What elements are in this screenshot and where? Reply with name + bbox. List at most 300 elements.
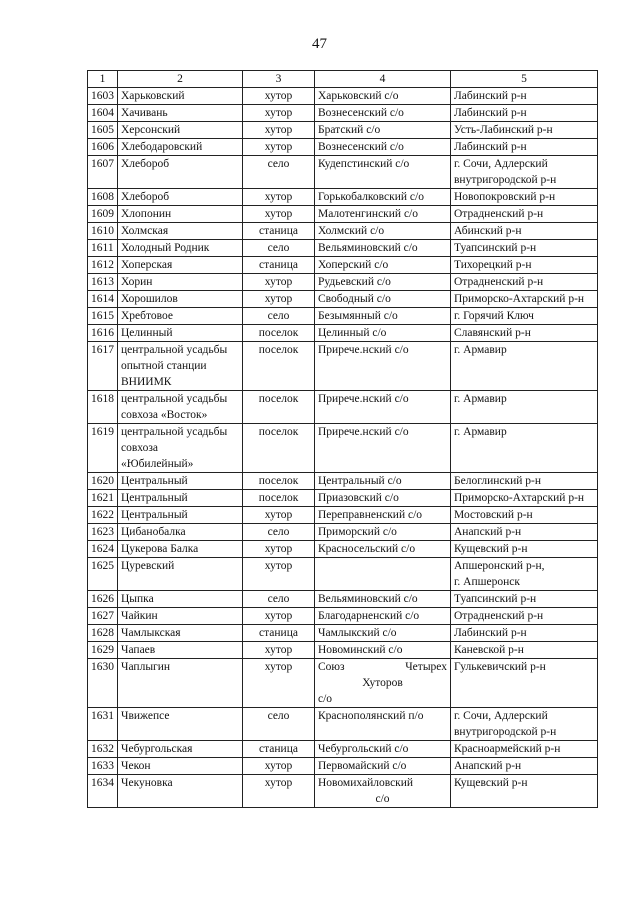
cell-settlement-type: поселок [243, 473, 315, 490]
cell-settlement-type: хутор [243, 139, 315, 156]
cell-council [315, 659, 451, 708]
table-row [88, 257, 598, 274]
cell-number: 1629 [88, 642, 118, 659]
cell-line: Братский с/о [318, 124, 381, 136]
cell-settlement-type: станица [243, 223, 315, 240]
cell-line: Туапсинский р-н [454, 593, 537, 605]
cell-settlement-name [118, 206, 243, 223]
table-row [88, 139, 598, 156]
column-header-council: 4 [315, 71, 451, 88]
cell-council [315, 775, 451, 808]
cell-settlement-name [118, 274, 243, 291]
cell-district [451, 524, 598, 541]
cell-line: г. Сочи, Адлерский [454, 710, 548, 722]
cell-settlement-type: село [243, 156, 315, 189]
cell-settlement-name [118, 625, 243, 642]
cell-settlement-name [118, 758, 243, 775]
cell-line: Кудепстинский с/о [318, 158, 410, 170]
cell-settlement-name [118, 490, 243, 507]
cell-line: г. Сочи, Адлерский [454, 158, 548, 170]
settlements-table [87, 70, 598, 808]
cell-settlement-name [118, 608, 243, 625]
cell-council [315, 257, 451, 274]
cell-line: Свободный с/о [318, 293, 391, 305]
cell-line: Чебургольский с/о [318, 743, 409, 755]
cell-line: Вельяминовский с/о [318, 242, 418, 254]
cell-line: Целинный с/о [318, 327, 387, 339]
table-row [88, 659, 598, 708]
cell-line: Чвижепсе [121, 710, 170, 722]
column-header-district: 5 [451, 71, 598, 88]
cell-settlement-type: станица [243, 257, 315, 274]
cell-settlement-type: поселок [243, 490, 315, 507]
cell-settlement-name [118, 424, 243, 473]
cell-council [315, 507, 451, 524]
table-row [88, 240, 598, 257]
cell-settlement-name [118, 122, 243, 139]
cell-line: с/о [318, 693, 333, 705]
cell-line: Чекон [121, 760, 151, 772]
cell-settlement-name [118, 342, 243, 391]
cell-number: 1613 [88, 274, 118, 291]
cell-settlement-name [118, 156, 243, 189]
cell-line: Вознесенский с/о [318, 141, 404, 153]
cell-line: совхоза «Восток» [121, 409, 208, 421]
cell-settlement-name [118, 139, 243, 156]
table-row [88, 122, 598, 139]
cell-number: 1620 [88, 473, 118, 490]
cell-settlement-type: хутор [243, 558, 315, 591]
cell-line: Чебургольская [121, 743, 193, 755]
table-row [88, 156, 598, 189]
cell-settlement-type: хутор [243, 291, 315, 308]
cell-line: Абинский р-н [454, 225, 522, 237]
cell-line: г. Горячий Ключ [454, 310, 534, 322]
table-row [88, 88, 598, 105]
cell-district [451, 659, 598, 708]
cell-settlement-name [118, 591, 243, 608]
column-header-name: 2 [118, 71, 243, 88]
cell-district [451, 625, 598, 642]
cell-line: Апшеронский р-н, [454, 560, 545, 572]
cell-line: Приморский с/о [318, 526, 397, 538]
cell-line: Холодный Родник [121, 242, 210, 254]
cell-line: г. Апшеронск [454, 576, 520, 588]
cell-line: Харьковский [121, 90, 185, 102]
table-row [88, 591, 598, 608]
cell-settlement-name [118, 659, 243, 708]
cell-line: Вельяминовский с/о [318, 593, 418, 605]
cell-line: Холмский с/о [318, 225, 385, 237]
table-row [88, 642, 598, 659]
cell-line: Приморско-Ахтарский р-н [454, 293, 585, 305]
cell-settlement-type: хутор [243, 189, 315, 206]
cell-settlement-name [118, 325, 243, 342]
cell-line: Хлопонин [121, 208, 172, 220]
cell-line: Первомайский с/о [318, 760, 407, 772]
cell-settlement-name [118, 240, 243, 257]
cell-number: 1634 [88, 775, 118, 808]
cell-settlement-type: хутор [243, 206, 315, 223]
table-row [88, 391, 598, 424]
cell-line: Хорин [121, 276, 153, 288]
cell-number: 1628 [88, 625, 118, 642]
cell-number: 1624 [88, 541, 118, 558]
table-row [88, 608, 598, 625]
cell-line: «Юбилейный» [121, 458, 194, 470]
cell-number: 1617 [88, 342, 118, 391]
cell-line: Лабинский р-н [454, 90, 527, 102]
cell-council [315, 291, 451, 308]
cell-district [451, 206, 598, 223]
cell-district [451, 291, 598, 308]
cell-settlement-name [118, 541, 243, 558]
cell-number: 1627 [88, 608, 118, 625]
cell-line: Хлебороб [121, 158, 170, 170]
cell-line: Отрадненский р-н [454, 610, 544, 622]
cell-settlement-type: хутор [243, 88, 315, 105]
cell-settlement-type: хутор [243, 659, 315, 708]
cell-council [315, 473, 451, 490]
cell-line: внутригородской р-н [454, 174, 557, 186]
table-row [88, 541, 598, 558]
cell-settlement-name [118, 223, 243, 240]
table-body [88, 71, 598, 808]
cell-council [315, 88, 451, 105]
cell-settlement-type: хутор [243, 122, 315, 139]
cell-settlement-name [118, 775, 243, 808]
cell-line: Белоглинский р-н [454, 475, 541, 487]
table-row [88, 708, 598, 741]
cell-council [315, 524, 451, 541]
cell-line: Туапсинский р-н [454, 242, 537, 254]
cell-council [315, 156, 451, 189]
table-row [88, 274, 598, 291]
cell-district [451, 558, 598, 591]
cell-line: Цыпка [121, 593, 154, 605]
cell-council [315, 541, 451, 558]
cell-settlement-type: поселок [243, 325, 315, 342]
cell-district [451, 122, 598, 139]
cell-settlement-type: хутор [243, 642, 315, 659]
cell-settlement-type: село [243, 708, 315, 741]
cell-line: Чекуновка [121, 777, 173, 789]
cell-settlement-type: село [243, 308, 315, 325]
cell-district [451, 391, 598, 424]
cell-number: 1606 [88, 139, 118, 156]
cell-line: Рудьевский с/о [318, 276, 391, 288]
cell-number: 1611 [88, 240, 118, 257]
table-row [88, 189, 598, 206]
table-row [88, 473, 598, 490]
table-row [88, 105, 598, 122]
table-row [88, 206, 598, 223]
cell-number: 1610 [88, 223, 118, 240]
column-header-number: 1 [88, 71, 118, 88]
cell-number: 1618 [88, 391, 118, 424]
cell-number: 1625 [88, 558, 118, 591]
cell-settlement-type: станица [243, 741, 315, 758]
cell-district [451, 240, 598, 257]
cell-line: Благодарненский с/о [318, 610, 420, 622]
cell-council [315, 490, 451, 507]
cell-settlement-name [118, 524, 243, 541]
cell-council [315, 342, 451, 391]
cell-line: Холмская [121, 225, 169, 237]
table-row [88, 308, 598, 325]
table-row [88, 507, 598, 524]
cell-line: Краснополянский п/о [318, 710, 424, 722]
cell-number: 1622 [88, 507, 118, 524]
cell-line: Центральный [121, 475, 188, 487]
cell-number: 1630 [88, 659, 118, 708]
cell-line: Центральный [121, 492, 188, 504]
cell-settlement-name [118, 391, 243, 424]
cell-settlement-name [118, 88, 243, 105]
cell-line: г. Армавир [454, 393, 507, 405]
cell-line: Хоперская [121, 259, 173, 271]
cell-line: Целинный [121, 327, 173, 339]
cell-number: 1633 [88, 758, 118, 775]
cell-council [315, 105, 451, 122]
cell-line: Хоперский с/о [318, 259, 389, 271]
cell-settlement-name [118, 189, 243, 206]
table-row [88, 490, 598, 507]
cell-line: Прирече.нский с/о [318, 344, 409, 356]
cell-line: Прирече.нский с/о [318, 426, 409, 438]
cell-line: Новомихайловский [318, 777, 414, 789]
table-row [88, 558, 598, 591]
cell-council [315, 325, 451, 342]
cell-line: Центральный [121, 509, 188, 521]
cell-number: 1615 [88, 308, 118, 325]
cell-council [315, 424, 451, 473]
cell-line: Хорошилов [121, 293, 178, 305]
cell-line: Отрадненский р-н [454, 276, 544, 288]
table-row [88, 291, 598, 308]
cell-number: 1623 [88, 524, 118, 541]
cell-district [451, 490, 598, 507]
table-row [88, 758, 598, 775]
cell-line: Красноармейский р-н [454, 743, 561, 755]
cell-line: Горькобалковский с/о [318, 191, 424, 203]
cell-district [451, 257, 598, 274]
cell-line: Прирече.нский с/о [318, 393, 409, 405]
table-row [88, 342, 598, 391]
cell-line: Кущевский р-н [454, 777, 528, 789]
cell-district [451, 775, 598, 808]
cell-line: с/о [375, 793, 390, 805]
cell-number: 1632 [88, 741, 118, 758]
table-header-row [88, 71, 598, 88]
cell-line: Новоминский с/о [318, 644, 403, 656]
cell-number: 1614 [88, 291, 118, 308]
cell-line: Анапский р-н [454, 526, 522, 538]
cell-settlement-type: поселок [243, 391, 315, 424]
cell-settlement-name [118, 257, 243, 274]
cell-council [315, 223, 451, 240]
cell-district [451, 424, 598, 473]
cell-settlement-type: хутор [243, 758, 315, 775]
cell-settlement-type: хутор [243, 541, 315, 558]
cell-line: Приморско-Ахтарский р-н [454, 492, 585, 504]
cell-line: Хлебороб [121, 191, 170, 203]
cell-number: 1608 [88, 189, 118, 206]
cell-line: Славянский р-н [454, 327, 531, 339]
column-header-type: 3 [243, 71, 315, 88]
cell-line: Отрадненский р-н [454, 208, 544, 220]
cell-line: Чаплыгин [121, 661, 171, 673]
cell-settlement-name [118, 473, 243, 490]
cell-line: совхоза [121, 442, 158, 454]
cell-district [451, 541, 598, 558]
cell-line: опытной станции [121, 360, 207, 372]
cell-district [451, 223, 598, 240]
cell-settlement-name [118, 291, 243, 308]
cell-line: Союз Четырех [318, 661, 447, 673]
cell-council [315, 391, 451, 424]
cell-line: Вознесенский с/о [318, 107, 404, 119]
cell-district [451, 473, 598, 490]
cell-line: Харьковский с/о [318, 90, 399, 102]
cell-settlement-type: село [243, 524, 315, 541]
cell-line: Центральный с/о [318, 475, 402, 487]
cell-line: Анапский р-н [454, 760, 522, 772]
cell-line: ВНИИМК [121, 376, 172, 388]
cell-district [451, 189, 598, 206]
cell-line: Хачивань [121, 107, 168, 119]
cell-line: г. Армавир [454, 426, 507, 438]
table-row [88, 223, 598, 240]
cell-line: Хлебодаровский [121, 141, 203, 153]
cell-line: Лабинский р-н [454, 107, 527, 119]
cell-council [315, 741, 451, 758]
table-row [88, 524, 598, 541]
cell-district [451, 642, 598, 659]
cell-line: Малотенгинский с/о [318, 208, 419, 220]
cell-line: Усть-Лабинский р-н [454, 124, 553, 136]
cell-line: Переправненский с/о [318, 509, 423, 521]
cell-line: Хуторов [362, 677, 403, 689]
cell-line: Кущевский р-н [454, 543, 528, 555]
cell-council [315, 625, 451, 642]
cell-council [315, 189, 451, 206]
cell-line: центральной усадьбы [121, 344, 228, 356]
cell-line: Хребтовое [121, 310, 173, 322]
cell-district [451, 308, 598, 325]
cell-council [315, 206, 451, 223]
cell-line: Цукерова Балка [121, 543, 199, 555]
cell-line: Херсонский [121, 124, 181, 136]
cell-settlement-type: хутор [243, 775, 315, 808]
cell-council [315, 240, 451, 257]
cell-council [315, 308, 451, 325]
cell-settlement-name [118, 507, 243, 524]
cell-settlement-name [118, 558, 243, 591]
cell-number: 1604 [88, 105, 118, 122]
cell-council [315, 708, 451, 741]
cell-number: 1626 [88, 591, 118, 608]
table-row [88, 741, 598, 758]
cell-line: Безымянный с/о [318, 310, 398, 322]
cell-line: внутригородской р-н [454, 726, 557, 738]
cell-district [451, 156, 598, 189]
cell-line: Цуревский [121, 560, 175, 572]
cell-line: Красносельский с/о [318, 543, 416, 555]
cell-council [315, 591, 451, 608]
cell-line: центральной усадьбы [121, 393, 228, 405]
cell-district [451, 139, 598, 156]
cell-district [451, 342, 598, 391]
cell-line: Чамлыкский с/о [318, 627, 397, 639]
cell-settlement-type: станица [243, 625, 315, 642]
cell-settlement-type: поселок [243, 342, 315, 391]
cell-district [451, 105, 598, 122]
cell-line: Цибанобалка [121, 526, 186, 538]
cell-settlement-name [118, 105, 243, 122]
cell-settlement-type: хутор [243, 507, 315, 524]
cell-number: 1621 [88, 490, 118, 507]
cell-number: 1619 [88, 424, 118, 473]
cell-settlement-type: поселок [243, 424, 315, 473]
cell-settlement-type: село [243, 591, 315, 608]
cell-number: 1607 [88, 156, 118, 189]
cell-number: 1612 [88, 257, 118, 274]
cell-line: г. Армавир [454, 344, 507, 356]
cell-council [315, 139, 451, 156]
cell-settlement-name [118, 642, 243, 659]
cell-settlement-type: хутор [243, 105, 315, 122]
cell-line: Мостовский р-н [454, 509, 533, 521]
cell-district [451, 325, 598, 342]
cell-number: 1609 [88, 206, 118, 223]
cell-line: Чайкин [121, 610, 158, 622]
cell-council [315, 608, 451, 625]
cell-settlement-name [118, 708, 243, 741]
cell-district [451, 741, 598, 758]
table-row [88, 325, 598, 342]
cell-line: Лабинский р-н [454, 141, 527, 153]
cell-district [451, 507, 598, 524]
cell-number: 1605 [88, 122, 118, 139]
cell-line: Приазовский с/о [318, 492, 399, 504]
cell-line: Чамлыкская [121, 627, 181, 639]
cell-district [451, 591, 598, 608]
table-row [88, 625, 598, 642]
cell-settlement-type: село [243, 240, 315, 257]
cell-number: 1616 [88, 325, 118, 342]
cell-district [451, 758, 598, 775]
cell-settlement-name [118, 741, 243, 758]
cell-council [315, 558, 451, 591]
page-number: 47 [312, 36, 327, 52]
cell-line: Чапаев [121, 644, 156, 656]
cell-council [315, 642, 451, 659]
cell-line: центральной усадьбы [121, 426, 228, 438]
cell-line: Лабинский р-н [454, 627, 527, 639]
table-row [88, 424, 598, 473]
cell-line: Новопокровский р-н [454, 191, 556, 203]
cell-number: 1603 [88, 88, 118, 105]
cell-settlement-name [118, 308, 243, 325]
table-row [88, 775, 598, 808]
cell-settlement-type: хутор [243, 608, 315, 625]
cell-council [315, 274, 451, 291]
cell-line: Каневской р-н [454, 644, 524, 656]
cell-line: Тихорецкий р-н [454, 259, 532, 271]
cell-settlement-type: хутор [243, 274, 315, 291]
cell-council [315, 758, 451, 775]
